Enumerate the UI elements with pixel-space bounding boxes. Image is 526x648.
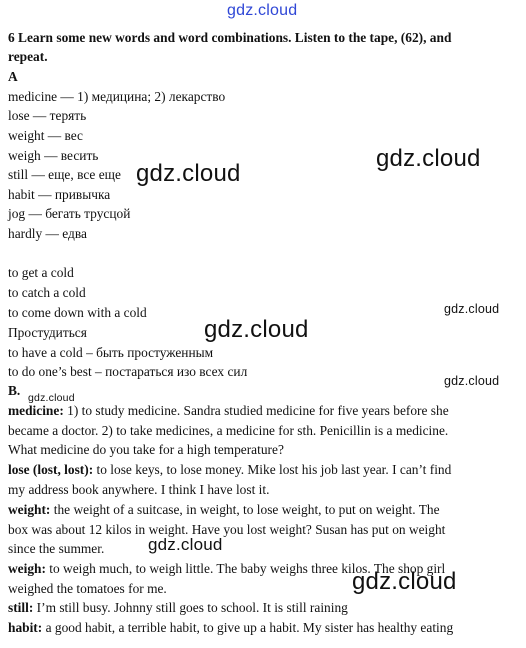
vocab-item: lose — терять bbox=[8, 108, 87, 123]
watermark-top: gdz.cloud bbox=[227, 2, 298, 19]
vocab-item: medicine — 1) медицина; 2) лекарство bbox=[8, 89, 226, 104]
phrase-item: to do one’s best – постараться изо всех сил bbox=[8, 364, 248, 379]
watermark: gdz.cloud bbox=[376, 145, 481, 172]
entry-term: lose (lost, lost): bbox=[8, 462, 94, 477]
watermark: gdz.cloud bbox=[444, 374, 500, 388]
entry-text: since the summer. bbox=[8, 541, 105, 556]
entry-still bbox=[8, 598, 348, 617]
section-a-heading: A bbox=[8, 69, 18, 84]
vocab-item: weight — вес bbox=[8, 128, 83, 143]
vocab-item: habit — привычка bbox=[8, 187, 111, 202]
watermark: gdz.cloud bbox=[352, 568, 457, 595]
watermark: gdz.cloud bbox=[148, 535, 223, 554]
entry-term: habit: bbox=[8, 620, 43, 635]
watermark: gdz.cloud bbox=[204, 316, 309, 343]
entry-text: What medicine do you take for a high temperature? bbox=[8, 442, 284, 457]
watermark: gdz.cloud bbox=[136, 160, 241, 187]
entry-term: still: bbox=[8, 600, 34, 615]
entry-text: my address book anywhere. I think I have lost it. bbox=[8, 482, 270, 497]
phrase-item: to come down with a cold bbox=[8, 305, 147, 320]
watermark: gdz.cloud bbox=[28, 392, 75, 404]
watermark: gdz.cloud bbox=[444, 302, 500, 316]
entry-term: weigh: bbox=[8, 561, 46, 576]
entry-text: 1) to study medicine. Sandra studied medicine for five years before she bbox=[63, 403, 449, 418]
entry-text: a good habit, a terrible habit, to give up a habit. My sister has healthy eating bbox=[42, 620, 454, 635]
entry-text: weighed the tomatoes for me. bbox=[8, 581, 167, 596]
entry-text: became a doctor. 2) to take medicines, a medicine for sth. Penicillin is a medicine. bbox=[8, 423, 449, 438]
vocab-item: still — еще, все еще bbox=[8, 167, 121, 182]
entry-text: to lose keys, to lose money. Mike lost his job last year. I can’t find bbox=[93, 462, 452, 477]
entry-term: medicine: bbox=[8, 403, 64, 418]
exercise-title-cont: repeat. bbox=[8, 49, 48, 64]
phrase-item: to get a cold bbox=[8, 265, 74, 280]
section-b-heading: B. bbox=[8, 383, 21, 398]
exercise-title: 6 Learn some new words and word combinations. Listen to the tape, (62), and bbox=[8, 30, 452, 45]
phrase-item: to have a cold – быть простуженным bbox=[8, 345, 214, 360]
entry-weight bbox=[8, 500, 440, 519]
entry-term: weight: bbox=[8, 502, 51, 517]
entry-lose bbox=[8, 460, 451, 479]
vocab-item: jog — бегать трусцой bbox=[8, 206, 131, 221]
phrase-item: Простудиться bbox=[8, 325, 87, 340]
phrase-item: to catch a cold bbox=[8, 285, 86, 300]
entry-text: the weight of a suitcase, in weight, to lose weight, to put on weight. The bbox=[50, 502, 440, 517]
entry-text: box was about 12 kilos in weight. Have you lost weight? Susan has put on weight bbox=[8, 522, 446, 537]
entry-text: I’m still busy. Johnny still goes to school. It is still raining bbox=[33, 600, 348, 615]
vocab-item: hardly — едва bbox=[8, 226, 87, 241]
vocab-item: weigh — весить bbox=[8, 148, 99, 163]
entry-text: to weigh much, to weigh little. The baby weighs three kilos. The shop girl bbox=[45, 561, 446, 576]
entry-habit bbox=[8, 618, 453, 637]
